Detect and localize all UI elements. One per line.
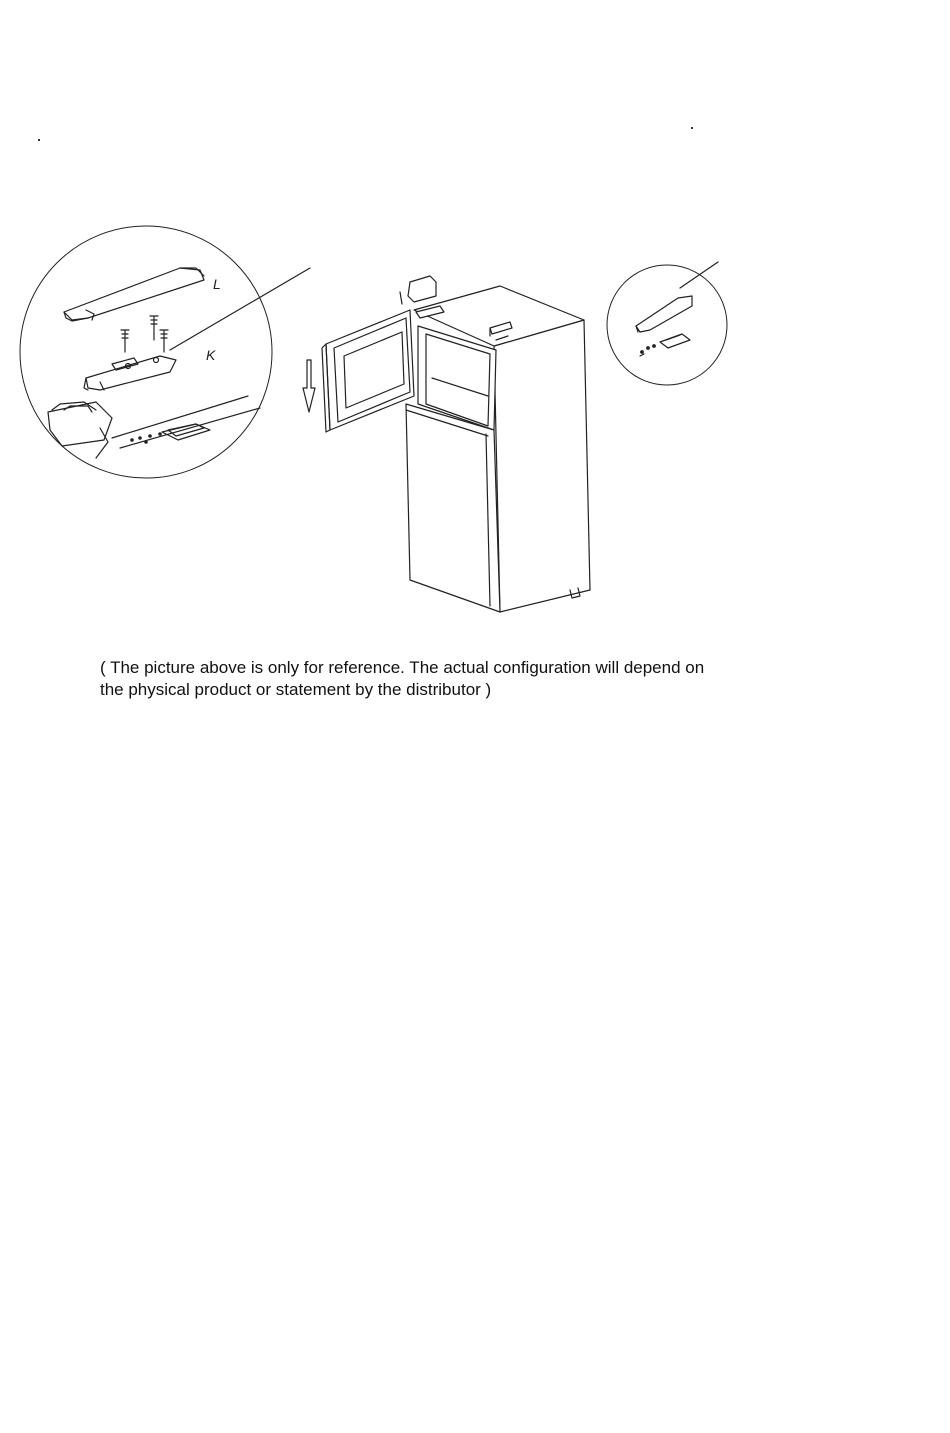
fridge-top-corner-detail bbox=[48, 396, 260, 458]
figure-caption bbox=[100, 657, 840, 701]
caption-line-2: the physical product or statement by the distributor ) bbox=[100, 680, 492, 699]
freezer-door-removed bbox=[322, 310, 414, 432]
hole-cover-leader-line bbox=[680, 262, 718, 288]
down-arrow bbox=[303, 360, 315, 412]
hinge-bracket-part bbox=[84, 356, 176, 390]
hole-cover-detail-circle bbox=[607, 262, 727, 385]
refrigerator-door-reversal-illustration bbox=[0, 0, 950, 640]
hinge-screws bbox=[121, 316, 168, 352]
caption-line-1: ( The picture above is only for reference. The actual configuration will depend on bbox=[100, 658, 705, 677]
hinge-cover-part bbox=[64, 268, 204, 321]
callout-label-k: K bbox=[206, 347, 216, 363]
hinge-detail-circle bbox=[20, 226, 310, 478]
refrigerator-body bbox=[400, 276, 590, 612]
callout-label-l: L bbox=[213, 276, 221, 292]
